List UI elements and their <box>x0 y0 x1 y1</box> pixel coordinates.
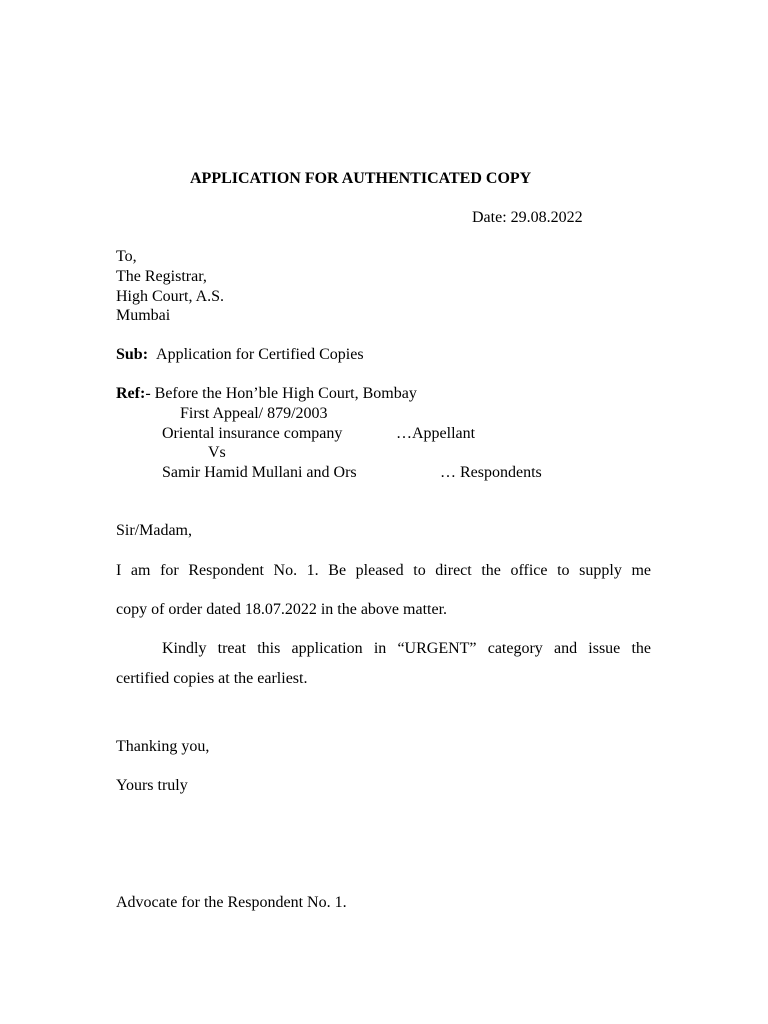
reference-text: - Before the Hon’ble High Court, Bombay <box>145 385 417 402</box>
paragraph2-line2: certified copies at the earliest. <box>116 670 308 687</box>
reference-appeal: First Appeal/ 879/2003 <box>180 405 328 422</box>
versus-text: Vs <box>208 444 226 461</box>
reference-line <box>116 385 417 403</box>
appellant-name: Oriental insurance company <box>162 425 343 442</box>
address-line-court: High Court, A.S. <box>116 288 225 305</box>
closing-yours: Yours truly <box>116 777 188 794</box>
reference-label: Ref: <box>116 385 146 402</box>
paragraph1-line1 <box>116 562 651 580</box>
subject-line <box>116 346 364 364</box>
closing-thanks: Thanking you, <box>116 738 210 755</box>
signature-line: Advocate for the Respondent No. 1. <box>116 894 347 911</box>
appellant-role: …Appellant <box>396 425 476 442</box>
document-title: APPLICATION FOR AUTHENTICATED COPY <box>190 170 532 187</box>
address-to: To, <box>116 248 137 265</box>
respondent-role: … Respondents <box>440 464 542 481</box>
paragraph1-line1-text: I am for Respondent No. 1. Be pleased to direct the office to supply me <box>116 562 651 579</box>
respondent-name: Samir Hamid Mullani and Ors <box>162 464 357 481</box>
address-line-city: Mumbai <box>116 307 171 324</box>
subject-text: Application for Certified Copies <box>156 346 364 363</box>
paragraph2-line1 <box>162 640 651 658</box>
address-line-registrar: The Registrar, <box>116 268 207 285</box>
date-line: Date: 29.08.2022 <box>472 209 583 226</box>
subject-label: Sub: <box>116 346 149 363</box>
paragraph2-line1-text: Kindly treat this application in “URGENT” category and issue the <box>162 640 651 657</box>
salutation: Sir/Madam, <box>116 522 192 539</box>
paragraph1-line2: copy of order dated 18.07.2022 in the above matter. <box>116 601 448 618</box>
